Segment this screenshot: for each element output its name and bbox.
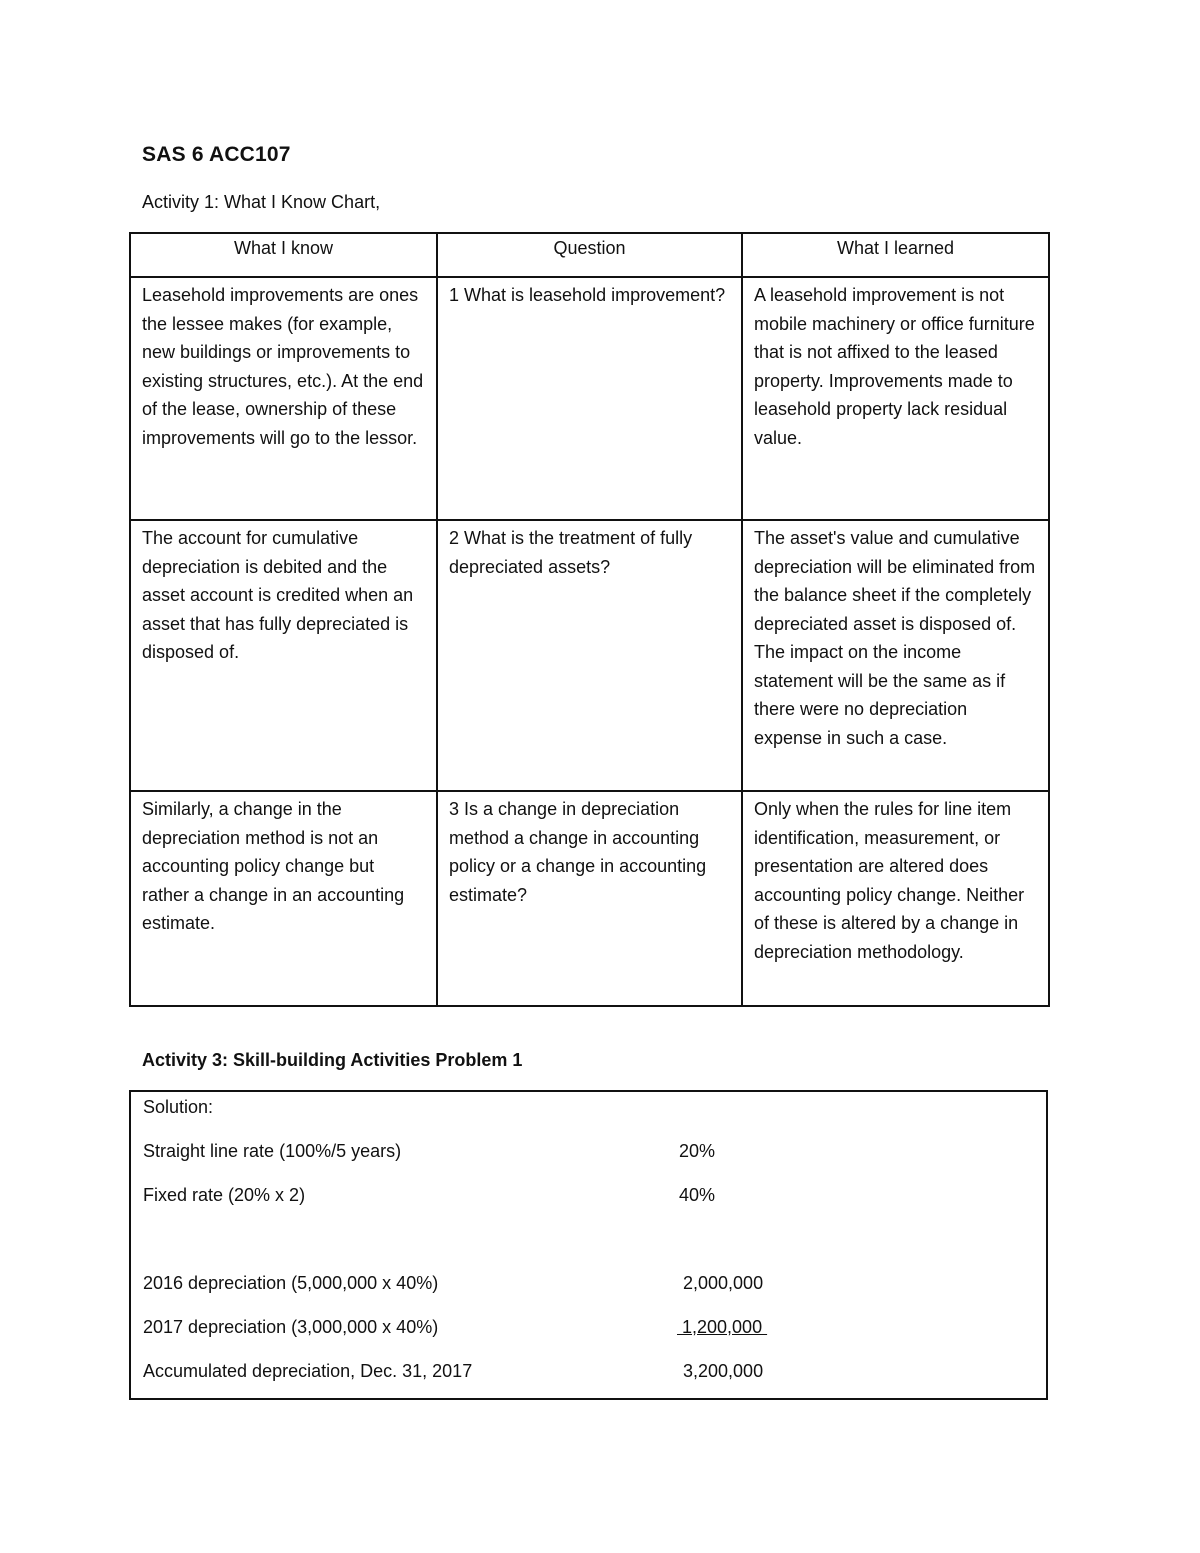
cell-question: 2 What is the treatment of fully depreciated assets? [437,520,742,791]
table-row [130,791,1049,1006]
cell-what-i-know: The account for cumulative depreciation is debited and the asset account is credited when an asset that has fully depreciated is disposed of. [130,520,437,791]
cell-what-i-learned: A leasehold improvement is not mobile machinery or office furniture that is not affixed to the leased property. Improvements made to leasehold property lack residual value. [742,277,1049,520]
cell-question: 1 What is leasehold improvement? [437,277,742,520]
depreciation-2016-label: 2016 depreciation (5,000,000 x 40%) [143,1273,439,1293]
cell-what-i-know: Leasehold improvements are ones the lessee makes (for example, new buildings or improvements to existing structures, etc.). At the end of the lease, ownership of these improvements will go to the lessor. [130,277,437,520]
solution-label: Solution: [143,1097,214,1117]
activity-3-heading: Activity 3: Skill-building Activities Problem 1 [142,1050,523,1070]
document-title: SAS 6 ACC107 [142,143,291,166]
depreciation-2017-label: 2017 depreciation (3,000,000 x 40%) [143,1317,439,1337]
depreciation-2017-value: 1,200,000 [677,1317,768,1337]
depreciation-2016-value: 2,000,000 [683,1273,764,1293]
header-what-i-know: What I know [130,233,437,277]
fixed-rate-label: Fixed rate (20% x 2) [143,1185,306,1205]
cell-what-i-know: Similarly, a change in the depreciation method is not an accounting policy change but rather a change in an accounting estimate. [130,791,437,1006]
straight-line-rate-value: 20% [679,1141,716,1161]
cell-what-i-learned: Only when the rules for line item identification, measurement, or presentation are altered does accounting policy change. Neither of these is altered by a change in depreciation methodology. [742,791,1049,1006]
header-question: Question [437,233,742,277]
cell-what-i-learned: The asset's value and cumulative depreciation will be eliminated from the balance sheet if the completely depreciated asset is disposed of. The impact on the income statement will be the same as if there were no depreciation expense in such a case. [742,520,1049,791]
table-row [130,520,1049,791]
activity-1-heading: Activity 1: What I Know Chart, [142,192,381,212]
chart-header-row [130,233,1049,277]
accumulated-depreciation-label: Accumulated depreciation, Dec. 31, 2017 [143,1361,473,1381]
table-row [130,277,1049,520]
header-what-i-learned: What I learned [742,233,1049,277]
accumulated-depreciation-value: 3,200,000 [683,1361,764,1381]
fixed-rate-value: 40% [679,1185,716,1205]
what-i-know-chart [129,232,1050,1007]
solution-box [129,1090,1048,1400]
cell-question: 3 Is a change in depreciation method a change in accounting policy or a change in accounting estimate? [437,791,742,1006]
straight-line-rate-label: Straight line rate (100%/5 years) [143,1141,402,1161]
